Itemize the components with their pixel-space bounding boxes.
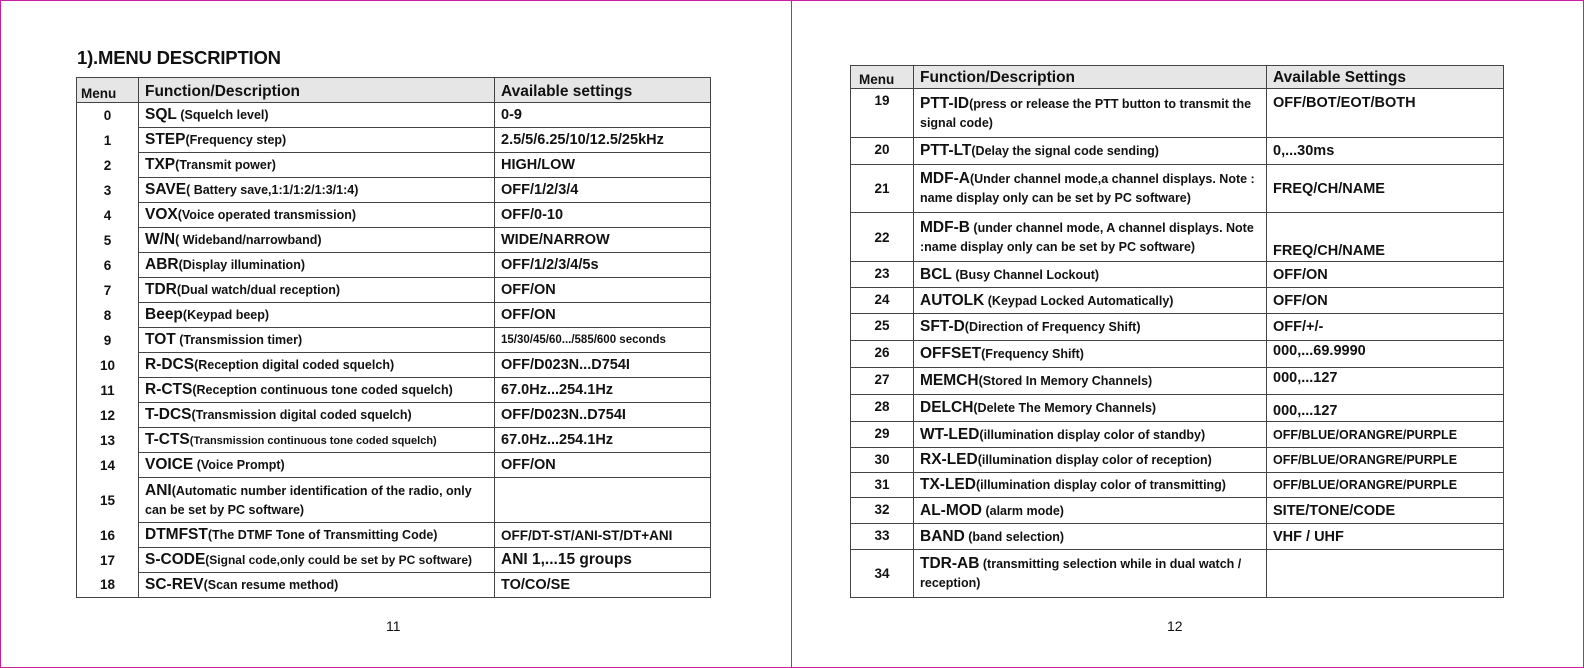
function-description (914, 314, 1267, 341)
table-row (851, 368, 1504, 395)
table-row (851, 550, 1504, 598)
table-row (77, 153, 711, 178)
function-detail: (illumination display color of reception) (977, 453, 1212, 467)
function-description (139, 428, 495, 453)
table-row (851, 213, 1504, 262)
table-row (77, 253, 711, 278)
menu-number: 32 (851, 498, 914, 524)
menu-number: 9 (77, 328, 139, 353)
table-row (77, 228, 711, 253)
function-description (914, 89, 1267, 138)
available-settings: WIDE/NARROW (495, 228, 711, 253)
function-detail: (press or release the PTT button to transmit the signal code) (920, 96, 1252, 130)
available-settings: 67.0Hz...254.1Hz (495, 428, 711, 453)
function-detail: (transmitting selection while in dual watch / reception) (920, 557, 1242, 590)
function-description (914, 524, 1267, 550)
table-row (77, 278, 711, 303)
function-detail: ( Battery save,1:1/1:2/1:3/1:4) (186, 183, 359, 197)
table-row (77, 128, 711, 153)
available-settings: OFF/1/2/3/4 (495, 178, 711, 203)
available-settings (495, 478, 711, 523)
function-description (139, 303, 495, 328)
available-settings: 000,...127 (1267, 395, 1504, 422)
function-name: OFFSET (920, 345, 982, 362)
available-settings: SITE/TONE/CODE (1267, 498, 1504, 524)
function-description (139, 278, 495, 303)
function-detail: (illumination display color of standby) (979, 427, 1206, 442)
function-name: T-CTS (145, 430, 190, 448)
function-detail: (Delay the signal code sending) (971, 144, 1159, 158)
table-row (851, 498, 1504, 524)
table-row (77, 203, 711, 228)
function-detail: (Voice operated transmission) (177, 208, 357, 222)
table-row (851, 341, 1504, 368)
function-detail: (Voice Prompt) (193, 458, 285, 472)
table-row (77, 573, 711, 598)
menu-number: 18 (77, 573, 139, 598)
table-row (851, 422, 1504, 448)
function-detail: (band selection) (964, 529, 1065, 544)
function-detail: (illumination display color of transmitting) (975, 478, 1226, 492)
header-menu: Menu (851, 66, 914, 89)
table-row (77, 353, 711, 378)
available-settings: OFF/ON (1267, 288, 1504, 314)
function-name: BAND (920, 527, 965, 545)
menu-number: 17 (77, 548, 139, 573)
available-settings: OFF/BLUE/ORANGRE/PURPLE (1267, 448, 1504, 473)
function-name: RX-LED (920, 451, 978, 468)
function-name: VOX (145, 206, 178, 223)
function-name: Beep (145, 306, 183, 323)
function-name: MDF-B (920, 218, 970, 236)
available-settings: OFF/+/- (1267, 314, 1504, 341)
available-settings: OFF/BLUE/ORANGRE/PURPLE (1267, 422, 1504, 448)
function-description (139, 478, 495, 523)
menu-number: 21 (851, 165, 914, 213)
function-detail: (Transmission continuous tone coded squelch) (189, 434, 437, 447)
table-row (851, 288, 1504, 314)
available-settings: OFF/ON (495, 278, 711, 303)
function-description (914, 213, 1267, 262)
menu-number: 14 (77, 453, 139, 478)
function-detail: (Reception continuous tone coded squelch) (192, 383, 453, 397)
function-name: TDR-AB (920, 555, 980, 572)
menu-number: 31 (851, 473, 914, 498)
function-detail: (Transmission digital coded squelch) (191, 408, 412, 422)
page-right (791, 0, 1584, 668)
page-number: 11 (386, 618, 401, 634)
header-function: Function/Description (139, 78, 495, 103)
section-title: 1).MENU DESCRIPTION (77, 47, 281, 68)
function-name: W/N (145, 231, 176, 248)
function-detail: (Frequency Shift) (981, 347, 1084, 361)
menu-number: 34 (851, 550, 914, 598)
function-description (139, 378, 495, 403)
function-detail: (Signal code,only could be set by PC software) (205, 553, 473, 567)
function-description (139, 353, 495, 378)
available-settings: OFF/ON (495, 453, 711, 478)
function-name: STEP (145, 131, 186, 148)
header-settings: Available Settings (1267, 66, 1504, 89)
menu-number: 4 (77, 203, 139, 228)
menu-number: 16 (77, 523, 139, 548)
available-settings: ANI 1,...15 groups (495, 548, 711, 573)
function-detail: (Display illumination) (178, 258, 305, 272)
function-name: ABR (145, 256, 179, 273)
function-detail: (Transmit power) (175, 158, 276, 172)
available-settings (1267, 550, 1504, 598)
available-settings: 2.5/5/6.25/10/12.5/25kHz (495, 128, 711, 153)
function-detail: (Keypad Locked Automatically) (984, 293, 1174, 308)
available-settings: TO/CO/SE (495, 573, 711, 598)
table-row (851, 314, 1504, 341)
table-row (851, 165, 1504, 213)
function-detail: (alarm mode) (982, 503, 1064, 518)
table-row (77, 453, 711, 478)
menu-number: 5 (77, 228, 139, 253)
function-name: DTMFST (145, 526, 208, 543)
function-description (914, 395, 1267, 422)
function-description (139, 453, 495, 478)
function-name: S-CODE (145, 551, 206, 568)
function-detail: (Squelch level) (176, 108, 269, 122)
function-detail: (Frequency step) (185, 133, 287, 147)
function-description (139, 128, 495, 153)
menu-number: 6 (77, 253, 139, 278)
function-detail: (Transmission timer) (175, 333, 303, 347)
available-settings: VHF / UHF (1267, 524, 1504, 550)
function-description (914, 262, 1267, 288)
available-settings: HIGH/LOW (495, 153, 711, 178)
available-settings: 000,...69.9990 (1267, 341, 1504, 368)
function-name: PTT-ID (920, 94, 970, 112)
available-settings: 0-9 (495, 103, 711, 128)
function-name: TDR (145, 281, 177, 298)
available-settings: OFF/D023N..D754I (495, 403, 711, 428)
function-description (139, 178, 495, 203)
table-row (851, 138, 1504, 165)
header-menu: Menu (77, 78, 139, 103)
function-description (914, 165, 1267, 213)
available-settings: 15/30/45/60.../585/600 seconds (495, 328, 711, 353)
available-settings: OFF/BOT/EOT/BOTH (1267, 89, 1504, 138)
function-name: R-DCS (145, 356, 195, 373)
available-settings: OFF/BLUE/ORANGRE/PURPLE (1267, 473, 1504, 498)
menu-number: 0 (77, 103, 139, 128)
table-row (77, 178, 711, 203)
available-settings: 000,...127 (1267, 368, 1504, 395)
function-name: SC-REV (145, 576, 204, 593)
menu-number: 13 (77, 428, 139, 453)
table-row (851, 262, 1504, 288)
function-detail: (Automatic number identification of the radio, only can be set by PC software) (145, 483, 472, 517)
menu-number: 1 (77, 128, 139, 153)
function-detail: (Reception digital coded squelch) (194, 358, 395, 372)
table-row (77, 523, 711, 548)
function-detail: (Under channel mode,a channel displays. Note : name display only can be set by PC software) (920, 172, 1255, 205)
function-detail: ( Wideband/narrowband) (175, 233, 322, 247)
available-settings: OFF/D023N...D754I (495, 353, 711, 378)
function-description (139, 203, 495, 228)
table-row (851, 473, 1504, 498)
function-detail: (Dual watch/dual reception) (176, 283, 341, 297)
function-description (914, 550, 1267, 598)
menu-number: 28 (851, 395, 914, 422)
page-number: 12 (1167, 618, 1183, 634)
function-name: R-CTS (145, 381, 193, 398)
table-row (77, 303, 711, 328)
function-detail: (The DTMF Tone of Transmitting Code) (207, 528, 438, 542)
menu-number: 24 (851, 288, 914, 314)
function-description (139, 548, 495, 573)
table-row (77, 428, 711, 453)
menu-number: 29 (851, 422, 914, 448)
table-header-row (851, 66, 1504, 89)
table-row (851, 395, 1504, 422)
menu-number: 27 (851, 368, 914, 395)
function-description (139, 228, 495, 253)
table-header-row (77, 78, 711, 103)
menu-number: 25 (851, 314, 914, 341)
function-detail: (Delete The Memory Channels) (973, 401, 1157, 415)
function-description (914, 448, 1267, 473)
menu-number: 7 (77, 278, 139, 303)
function-description (139, 573, 495, 598)
function-detail: (Direction of Frequency Shift) (964, 320, 1141, 334)
function-description (139, 403, 495, 428)
function-name: BCL (920, 265, 952, 283)
function-name: PTT-LT (920, 142, 972, 159)
table-row (77, 378, 711, 403)
function-name: TOT (145, 331, 176, 348)
function-description (139, 328, 495, 353)
available-settings: FREQ/CH/NAME (1267, 165, 1504, 213)
function-description (139, 103, 495, 128)
function-detail: (Stored In Memory Channels) (978, 374, 1153, 388)
table-row (77, 478, 711, 523)
menu-number: 8 (77, 303, 139, 328)
table-row (851, 448, 1504, 473)
menu-number: 3 (77, 178, 139, 203)
header-function: Function/Description (914, 66, 1267, 89)
function-name: SAVE (145, 181, 187, 198)
function-detail: (under channel mode, A channel displays. Note :name display only can be set by PC software) (920, 220, 1254, 254)
menu-number: 30 (851, 448, 914, 473)
function-detail: (Keypad beep) (182, 308, 270, 322)
function-name: MEMCH (920, 372, 979, 389)
header-settings: Available settings (495, 78, 711, 103)
available-settings: OFF/DT-ST/ANI-ST/DT+ANI (495, 523, 711, 548)
function-name: SFT-D (920, 318, 965, 335)
table-row (851, 89, 1504, 138)
table-row (77, 548, 711, 573)
available-settings: 67.0Hz...254.1Hz (495, 378, 711, 403)
menu-number: 23 (851, 262, 914, 288)
menu-number: 33 (851, 524, 914, 550)
menu-number: 15 (77, 478, 139, 523)
menu-number: 2 (77, 153, 139, 178)
table-row (77, 328, 711, 353)
available-settings: OFF/ON (1267, 262, 1504, 288)
menu-number: 12 (77, 403, 139, 428)
function-description (914, 288, 1267, 314)
function-detail: (Scan resume method) (203, 578, 339, 592)
table-row (77, 103, 711, 128)
available-settings: OFF/0-10 (495, 203, 711, 228)
function-name: T-DCS (145, 406, 192, 423)
menu-number: 20 (851, 138, 914, 165)
function-detail: (Busy Channel Lockout) (951, 267, 1100, 282)
menu-number: 10 (77, 353, 139, 378)
function-name: VOICE (145, 456, 194, 473)
function-description (914, 138, 1267, 165)
available-settings: OFF/ON (495, 303, 711, 328)
function-description (914, 473, 1267, 498)
table-row (77, 403, 711, 428)
available-settings: OFF/1/2/3/4/5s (495, 253, 711, 278)
function-name: TXP (145, 156, 176, 173)
function-description (914, 422, 1267, 448)
function-description (914, 341, 1267, 368)
function-name: DELCH (920, 399, 974, 416)
function-name: MDF-A (920, 170, 970, 187)
function-name: ANI (145, 481, 172, 499)
available-settings: FREQ/CH/NAME (1267, 213, 1504, 262)
function-name: SQL (145, 106, 177, 123)
menu-number: 11 (77, 378, 139, 403)
function-name: WT-LED (920, 425, 980, 443)
menu-table-left (76, 77, 711, 598)
available-settings: 0,...30ms (1267, 138, 1504, 165)
function-description (914, 368, 1267, 395)
function-description (914, 498, 1267, 524)
function-description (139, 523, 495, 548)
function-name: AUTOLK (920, 291, 985, 309)
menu-table-right (850, 65, 1504, 598)
function-description (139, 253, 495, 278)
menu-number: 26 (851, 341, 914, 368)
function-name: TX-LED (920, 476, 976, 493)
menu-number: 19 (851, 89, 914, 138)
table-row (851, 524, 1504, 550)
menu-number: 22 (851, 213, 914, 262)
function-description (139, 153, 495, 178)
function-name: AL-MOD (920, 501, 982, 519)
